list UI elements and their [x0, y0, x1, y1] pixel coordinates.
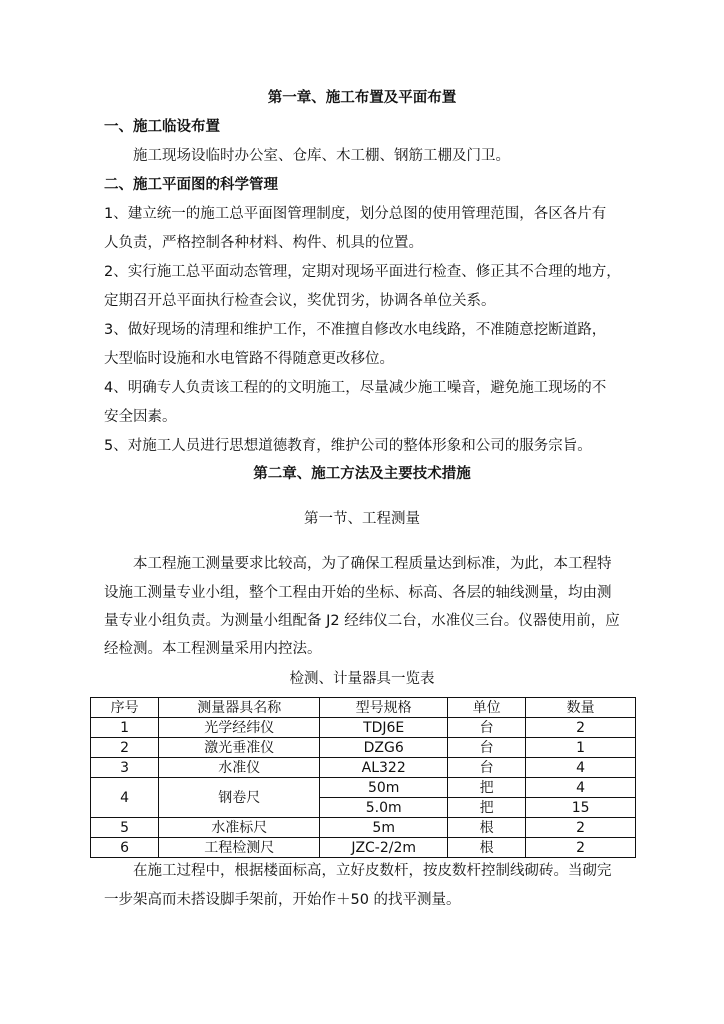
paragraph-line: 安全因素。: [104, 409, 177, 425]
cell-model: 5.0m: [320, 798, 448, 818]
section1-heading: 一、施工临设布置: [104, 119, 220, 135]
intro-line: 量专业小组负责。为测量小组配备 J2 经纬仪二台，水准仪三台。仪器使用前，应: [104, 613, 620, 629]
cell-no: 4: [91, 778, 159, 818]
cell-model: JZC-2/2m: [320, 838, 448, 858]
table-row: [91, 838, 636, 858]
cell-model: 50m: [320, 778, 448, 798]
paragraph-line: 定期召开总平面执行检查会议，奖优罚劣，协调各单位关系。: [104, 293, 496, 309]
cell-unit: 台: [448, 718, 526, 738]
cell-name: 水准标尺: [159, 818, 320, 838]
header-qty: 数量: [526, 698, 636, 718]
table-row: [91, 738, 636, 758]
cell-qty: 2: [526, 818, 636, 838]
header-no: 序号: [91, 698, 159, 718]
paragraph-line: 1、建立统一的施工总平面图管理制度，划分总图的使用管理范围，各区各片有: [104, 206, 607, 222]
after-line: 在施工过程中，根据楼面标高，立好皮数杆，按皮数杆控制线砌砖。当砌完: [133, 863, 612, 879]
table-header-row: [91, 698, 636, 718]
cell-unit: 把: [448, 798, 526, 818]
cell-unit: 台: [448, 738, 526, 758]
section1-text: 施工现场设临时办公室、仓库、木工棚、钢筋工棚及门卫。: [133, 148, 510, 164]
intro-line: 本工程施工测量要求比较高，为了确保工程质量达到标准，为此，本工程特: [133, 556, 612, 572]
paragraph-line: 5、对施工人员进行思想道德教育，维护公司的整体形象和公司的服务宗旨。: [104, 438, 592, 454]
table-caption: 检测、计量器具一览表: [289, 671, 435, 687]
cell-name: 激光垂准仪: [159, 738, 320, 758]
header-name: 测量器具名称: [159, 698, 320, 718]
section-title: 第一节、工程测量: [304, 511, 420, 527]
cell-name: 光学经纬仪: [159, 718, 320, 738]
paragraph-line: 4、明确专人负责该工程的的文明施工，尽量减少施工噪音，避免施工现场的不: [104, 380, 607, 396]
cell-qty: 4: [526, 758, 636, 778]
table-row: [91, 778, 636, 798]
table-row: [91, 818, 636, 838]
cell-no: 5: [91, 818, 159, 838]
chapter1-title: 第一章、施工布置及平面布置: [267, 90, 457, 106]
paragraph-line: 人负责，严格控制各种材料、构件、机具的位置。: [104, 235, 423, 251]
cell-model: 5m: [320, 818, 448, 838]
paragraph-line: 3、做好现场的清理和维护工作，不准擅自修改水电线路，不准随意挖断道路，: [104, 322, 607, 338]
cell-no: 6: [91, 838, 159, 858]
cell-qty: 15: [526, 798, 636, 818]
cell-qty: 4: [526, 778, 636, 798]
cell-model: DZG6: [320, 738, 448, 758]
after-line: 一步架高而未搭设脚手架前，开始作＋50 的找平测量。: [104, 892, 461, 908]
section2-heading: 二、施工平面图的科学管理: [104, 177, 278, 193]
cell-name: 工程检测尺: [159, 838, 320, 858]
cell-unit: 根: [448, 838, 526, 858]
cell-no: 2: [91, 738, 159, 758]
cell-model: TDJ6E: [320, 718, 448, 738]
cell-unit: 台: [448, 758, 526, 778]
chapter2-title: 第二章、施工方法及主要技术措施: [253, 466, 471, 482]
table-row: [91, 718, 636, 738]
header-model: 型号规格: [320, 698, 448, 718]
paragraph-line: 2、实行施工总平面动态管理，定期对现场平面进行检查、修正其不合理的地方，: [104, 264, 621, 280]
cell-unit: 把: [448, 778, 526, 798]
header-unit: 单位: [448, 698, 526, 718]
cell-qty: 2: [526, 718, 636, 738]
cell-model: AL322: [320, 758, 448, 778]
cell-qty: 1: [526, 738, 636, 758]
table-row: [91, 758, 636, 778]
paragraph-line: 大型临时设施和水电管路不得随意更改移位。: [104, 351, 394, 367]
cell-no: 1: [91, 718, 159, 738]
instrument-table: [90, 697, 636, 858]
cell-name: 钢卷尺: [159, 778, 320, 818]
cell-name: 水准仪: [159, 758, 320, 778]
intro-line: 设施工测量专业小组，整个工程由开始的坐标、标高、各层的轴线测量，均由测: [104, 585, 612, 601]
cell-no: 3: [91, 758, 159, 778]
cell-unit: 根: [448, 818, 526, 838]
cell-qty: 2: [526, 838, 636, 858]
intro-line: 经检测。本工程测量采用内控法。: [104, 641, 322, 657]
